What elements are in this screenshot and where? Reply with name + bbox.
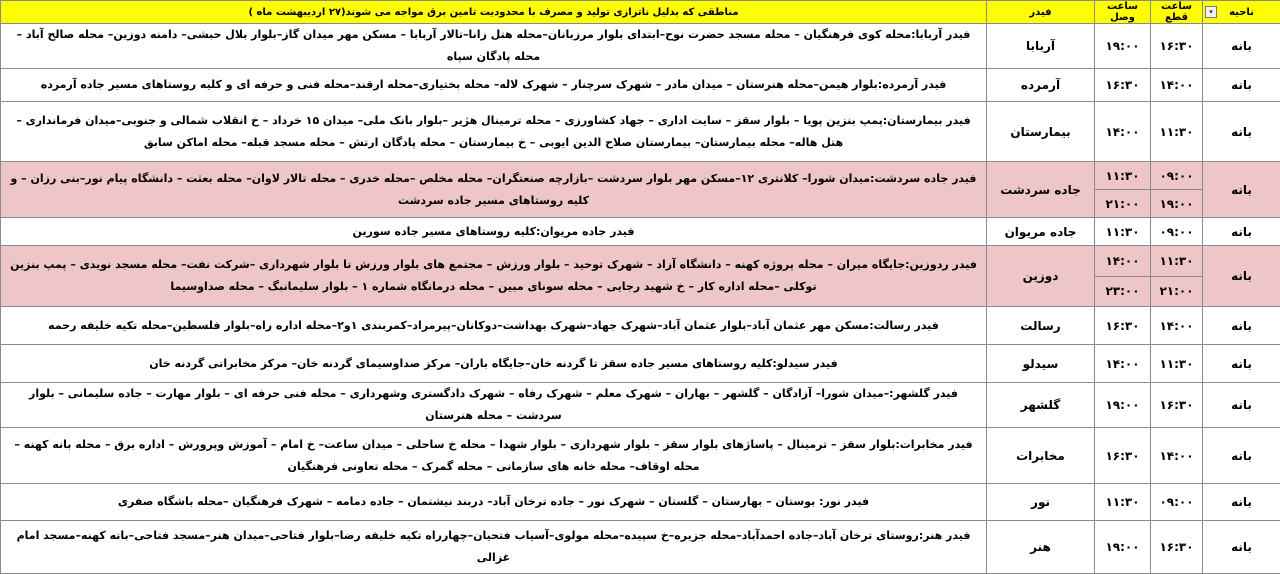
table-body xyxy=(1,24,1280,574)
connect-time-cell: ۱۴:۰۰ xyxy=(1095,102,1151,162)
table-row xyxy=(1,484,1280,521)
table-row xyxy=(1,69,1280,102)
table-row xyxy=(1,345,1280,383)
areas-cell: فیدر بیمارستان:پمپ بنزین پویا – بلوار سقز – سایت اداری – جهاد کشاورزی – محله ترمینال هژیر –بلوار بانک ملی– میدان ۱۵ خرداد – خ انقلاب شمالی و جنوبی–میدان فرمانداری – هتل هاله– محله بیمارستان– بیمارستان صلاح الدین ایوبی – خ بیمارستان – محله پادگان ارتش – محله مسجد قبله– محله اماکن سابق xyxy=(1,102,987,162)
cut-time-cell: ۱۱:۳۰ xyxy=(1151,246,1203,277)
areas-cell: فیدر نور: بوستان – بهارستان – گلستان – شهرک نور – جاده ترخان آباد– دربند نیشتمان – جاده دمامه – شهرک فرهنگیان –محله باشگاه صفری xyxy=(1,484,987,521)
feeder-cell: سیدلو xyxy=(987,345,1095,383)
region-cell: بانه xyxy=(1203,521,1280,574)
connect-time-cell: ۱۴:۰۰ xyxy=(1095,246,1151,277)
feeder-cell: آربابا xyxy=(987,24,1095,69)
header-cut-time: ساعت قطع xyxy=(1151,1,1203,24)
cut-time-cell: ۱۴:۰۰ xyxy=(1151,428,1203,484)
cut-time-cell: ۰۹:۰۰ xyxy=(1151,162,1203,190)
connect-time-cell: ۱۶:۳۰ xyxy=(1095,69,1151,102)
table-row xyxy=(1,218,1280,246)
areas-cell: فیدر مخابرات:بلوار سقز – ترمینال – پاساژهای بلوار سقز – بلوار شهرداری – بلوار شهدا – محله خ ساحلی – میدان ساعت– خ امام – آموزش وپرورش – اداره برق – محله بانه کهنه – محله اوقاف– محله خانه های سازمانی – محله گمرک – محله تعاونی فرهنگیان xyxy=(1,428,987,484)
feeder-cell: مخابرات xyxy=(987,428,1095,484)
areas-cell: فیدر جاده مریوان:کلیه روستاهای مسیر جاده سورین xyxy=(1,218,987,246)
cut-time-cell: ۱۱:۳۰ xyxy=(1151,345,1203,383)
header-feeder: فیدر xyxy=(987,1,1095,24)
table-row xyxy=(1,24,1280,69)
feeder-cell: بیمارستان xyxy=(987,102,1095,162)
feeder-cell: گلشهر xyxy=(987,383,1095,428)
region-cell: بانه xyxy=(1203,69,1280,102)
header-region-label: ناحیه xyxy=(1229,7,1254,18)
region-cell: بانه xyxy=(1203,102,1280,162)
table-row xyxy=(1,102,1280,162)
cut-time-cell: ۱۶:۳۰ xyxy=(1151,24,1203,69)
table-row xyxy=(1,428,1280,484)
feeder-cell: آرمرده xyxy=(987,69,1095,102)
table-row xyxy=(1,383,1280,428)
region-cell: بانه xyxy=(1203,345,1280,383)
areas-cell: فیدر هنر:روستای ترخان آباد–جاده احمدآباد–محله جزیره–خ سپیده–محله مولوی–آسیاب فتحیان–چهارراه تکیه خلیفه رضا–بلوار فتاحی–میدان هنر–مسجد فتاحی–بانه کهنه–مسجد امام غزالی xyxy=(1,521,987,574)
cut-time-cell: ۰۹:۰۰ xyxy=(1151,484,1203,521)
connect-time-cell: ۲۳:۰۰ xyxy=(1095,276,1151,307)
cut-time-cell: ۰۹:۰۰ xyxy=(1151,218,1203,246)
feeder-cell: جاده مریوان xyxy=(987,218,1095,246)
connect-time-cell: ۱۹:۰۰ xyxy=(1095,383,1151,428)
cut-time-cell: ۱۱:۳۰ xyxy=(1151,102,1203,162)
cut-time-cell: ۱۴:۰۰ xyxy=(1151,307,1203,345)
feeder-cell: دوزین xyxy=(987,246,1095,307)
region-cell: بانه xyxy=(1203,484,1280,521)
cut-time-cell: ۱۶:۳۰ xyxy=(1151,383,1203,428)
table-row xyxy=(1,246,1280,277)
connect-time-cell: ۱۱:۳۰ xyxy=(1095,218,1151,246)
cut-time-cell: ۲۱:۰۰ xyxy=(1151,276,1203,307)
areas-cell: فیدر ردوزین:جایگاه میران – محله پروژه کهنه – دانشگاه آزاد – شهرک توحید – بلوار ورزش – مجتمع های بلوار ورزش تا بلوار شهرداری –شرکت نفت– محله مسجد نویدی – پمپ بنزین توکلی –محله اداره کار – خ شهید رجایی – محله سونای مبین – محله درمانگاه شماره ۱ – بلوار سلیمانبگ – محله صداوسیما xyxy=(1,246,987,307)
areas-cell: فیدر آربابا:محله کوی فرهنگیان – محله مسجد حضرت نوح–ابتدای بلوار مرزبانان–محله هتل زانا–تالار آربابا – مسکن مهر میدان گاز–بلوار بلال حبشی– دامنه دوزین– محله صالح آباد – محله پادگان سپاه xyxy=(1,24,987,69)
connect-time-cell: ۱۶:۳۰ xyxy=(1095,307,1151,345)
region-cell: بانه xyxy=(1203,24,1280,69)
header-title: مناطقی که بدلیل ناترازی تولید و مصرف با محدودیت تامین برق مواجه می شوند(۲۷ اردیبهشت ماه ) xyxy=(1,1,987,24)
connect-time-cell: ۲۱:۰۰ xyxy=(1095,190,1151,218)
connect-time-cell: ۱۹:۰۰ xyxy=(1095,24,1151,69)
header-row xyxy=(1,1,1280,24)
cut-time-cell: ۱۶:۳۰ xyxy=(1151,521,1203,574)
areas-cell: فیدر سیدلو:کلیه روستاهای مسیر جاده سقز تا گردنه خان–جایگاه باران– مرکز صداوسیمای گردنه خان– مرکز مخابراتی گردنه خان xyxy=(1,345,987,383)
cut-time-cell: ۱۹:۰۰ xyxy=(1151,190,1203,218)
region-cell: بانه xyxy=(1203,162,1280,218)
connect-time-cell: ۱۶:۳۰ xyxy=(1095,428,1151,484)
areas-cell: فیدر جاده سردشت:میدان شورا– کلانتری ۱۲–مسکن مهر بلوار سردشت –بازارچه صنعتگران– محله مخلص –محله خدری – محله تالار لاوان– محله بعثت – دانشگاه پیام نور–بنی رزان – و کلیه روستاهای مسیر جاده سردشت xyxy=(1,162,987,218)
region-cell: بانه xyxy=(1203,428,1280,484)
areas-cell: فیدر رسالت:مسکن مهر عثمان آباد–بلوار عثمان آباد–شهرک جهاد–شهرک بهداشت–دوکانان–پیرمراد–کمربندی ۱و۲–محله اداره راه–بلوار فلسطین–محله تکیه خلیفه رحمه xyxy=(1,307,987,345)
areas-cell: فیدر گلشهر:–میدان شورا– آزادگان – گلشهر – بهاران – شهرک معلم – شهرک رفاه – شهرک دادگستری وشهرداری – محله فنی حرفه ای – بلوار مهارت – جاده سلیمانی – بلوار سردشت – محله هنرستان xyxy=(1,383,987,428)
connect-time-cell: ۱۴:۰۰ xyxy=(1095,345,1151,383)
cut-time-cell: ۱۴:۰۰ xyxy=(1151,69,1203,102)
table-row xyxy=(1,521,1280,574)
region-cell: بانه xyxy=(1203,246,1280,307)
region-cell: بانه xyxy=(1203,383,1280,428)
feeder-cell: رسالت xyxy=(987,307,1095,345)
feeder-cell: هنر xyxy=(987,521,1095,574)
areas-cell: فیدر آرمرده:بلوار هیمن–محله هنرستان – میدان مادر – شهرک سرچنار – شهرک لاله– محله بختیاری–محله ارقند–محله فنی و حرفه ای و کلیه روستاهای مسیر جاده آرمرده xyxy=(1,69,987,102)
connect-time-cell: ۱۹:۰۰ xyxy=(1095,521,1151,574)
region-cell: بانه xyxy=(1203,218,1280,246)
connect-time-cell: ۱۱:۳۰ xyxy=(1095,162,1151,190)
connect-time-cell: ۱۱:۳۰ xyxy=(1095,484,1151,521)
header-connect-time: ساعت وصل xyxy=(1095,1,1151,24)
feeder-cell: نور xyxy=(987,484,1095,521)
table-row xyxy=(1,162,1280,190)
header-region[interactable] xyxy=(1203,1,1280,24)
region-cell: بانه xyxy=(1203,307,1280,345)
feeder-cell: جاده سردشت xyxy=(987,162,1095,218)
table-row xyxy=(1,307,1280,345)
filter-dropdown-icon[interactable]: ▾ xyxy=(1205,6,1217,18)
